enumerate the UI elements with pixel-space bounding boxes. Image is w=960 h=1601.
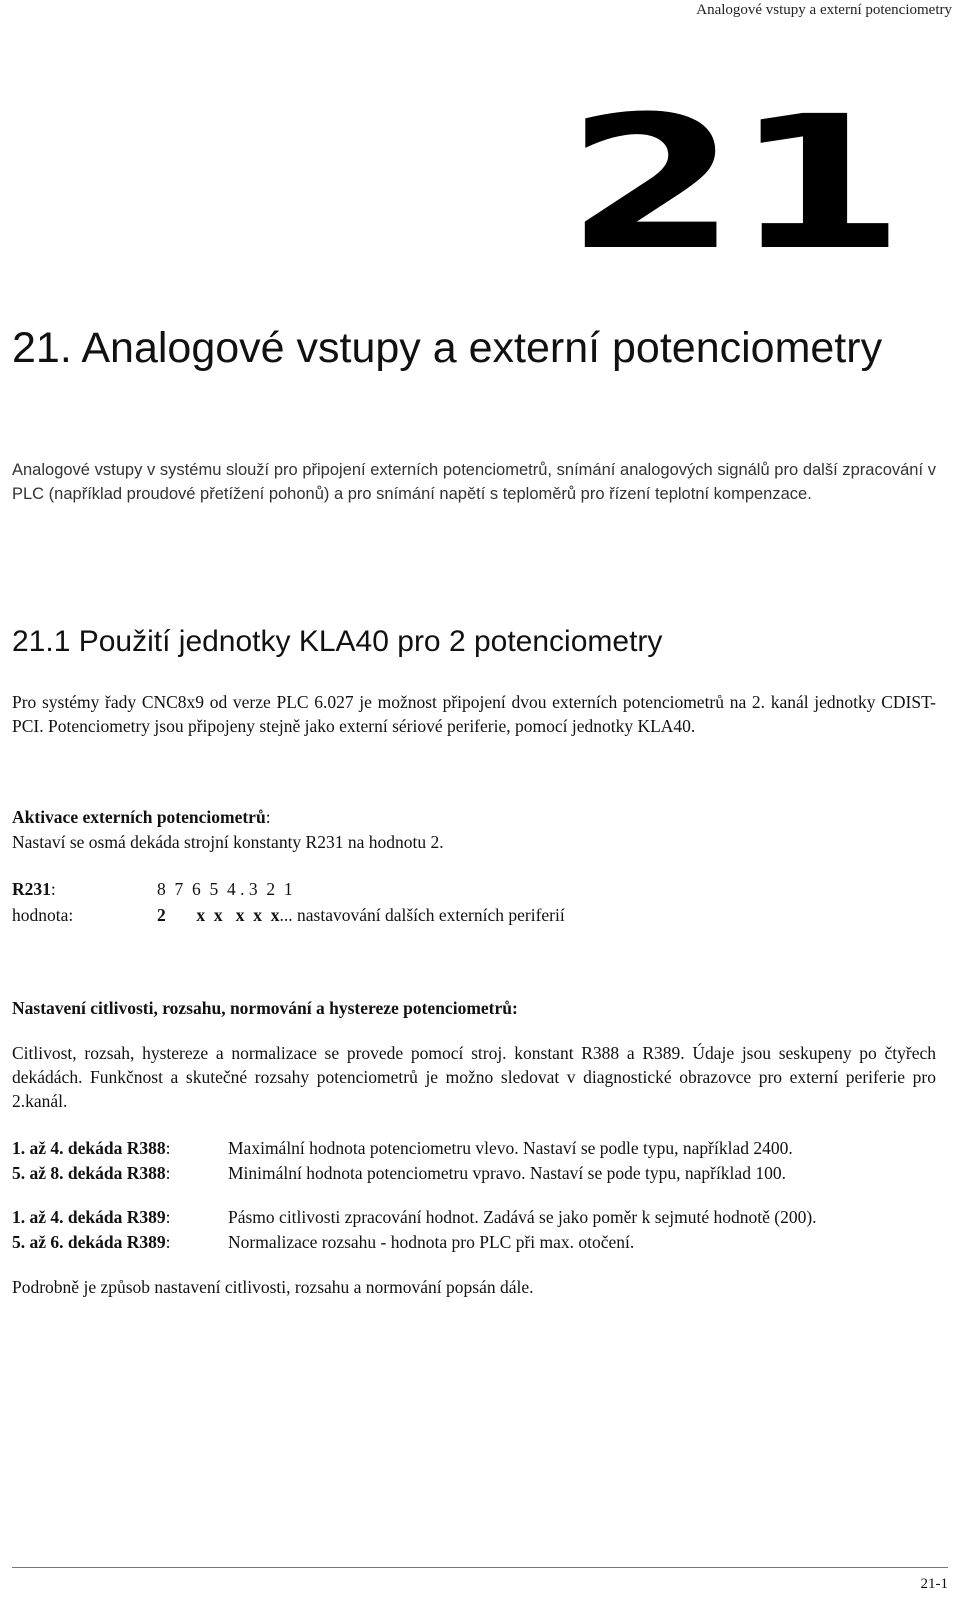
r231-value-row xyxy=(12,902,565,928)
definition-key: 1. až 4. dekáda R389: xyxy=(12,1207,171,1227)
settings-text: Citlivost, rozsah, hystereze a normalizace se provede pomocí stroj. konstant R388 a R389. Údaje jsou seskupeny po čtyřech dekádách. Funkčnost a skutečné rozsahy potenciometrů je možno sledovat v diagnostické obrazovce pro externí periferie pro 2.kanál. xyxy=(12,1043,936,1111)
section-title: 21.1 Použití jednotky KLA40 pro 2 potenciometry xyxy=(12,625,663,658)
chapter-intro: Analogové vstupy v systému slouží pro připojení externích potenciometrů, snímání analogových signálů pro další zpracování v PLC (například proudové přetížení pohonů) a pro snímání napětí s teploměrů pro řízení teplotní kompenzace. xyxy=(12,461,936,503)
definition-key: 5. až 6. dekáda R389: xyxy=(12,1232,171,1252)
r231-value-bold: 2 xyxy=(157,905,166,925)
r231-table xyxy=(12,876,565,928)
r388-definitions xyxy=(12,1136,793,1186)
settings-title: Nastavení citlivosti, rozsahu, normování a hystereze potenciometrů: xyxy=(12,998,518,1018)
r231-label-cell xyxy=(12,876,157,902)
activation-colon: : xyxy=(265,807,271,827)
definition-value: Normalizace rozsahu - hodnota pro PLC při max. otočení. xyxy=(228,1232,635,1252)
activation-label: Aktivace externích potenciometrů xyxy=(12,807,266,827)
definition-value: Maximální hodnota potenciometru vlevo. Nastaví se podle typu, například 2400. xyxy=(228,1138,793,1158)
r389-definitions xyxy=(12,1205,817,1255)
r231-digits: 8 7 6 5 4 . 3 2 1 xyxy=(157,879,293,899)
r231-value-rest: x x x x x xyxy=(165,905,280,925)
activation-heading xyxy=(12,805,936,829)
definition-row xyxy=(12,1161,793,1186)
definition-key: 1. až 4. dekáda R388: xyxy=(12,1138,171,1158)
section-paragraph: Pro systémy řady CNC8x9 od verze PLC 6.027 je možnost připojení dvou externích potenciometrů na 2. kanál jednotky CDIST-PCI. Potenciometry jsou připojeny stejně jako externí sériové periferie, pomocí jednotky KLA40. xyxy=(12,692,936,736)
r231-value-label: hodnota: xyxy=(12,905,74,925)
definition-key: 5. až 8. dekáda R388: xyxy=(12,1163,171,1183)
definition-row xyxy=(12,1205,817,1230)
definition-row xyxy=(12,1230,817,1255)
r231-label: R231 xyxy=(12,879,51,899)
definition-value: Pásmo citlivosti zpracování hodnot. Zadává se jako poměr k sejmuté hodnotě (200). xyxy=(228,1207,817,1227)
final-text: Podrobně je způsob nastavení citlivosti, rozsahu a normování popsán dále. xyxy=(12,1277,534,1297)
r231-value-note: ... nastavování dalších externích periferií xyxy=(279,905,565,925)
r231-digits-row xyxy=(12,876,565,902)
definition-value: Minimální hodnota potenciometru vpravo. Nastaví se pode typu, například 100. xyxy=(228,1163,786,1183)
chapter-title: 21. Analogové vstupy a externí potenciometry xyxy=(12,324,883,372)
running-header: Analogové vstupy a externí potenciometry xyxy=(696,2,952,18)
r231-colon: : xyxy=(50,879,56,899)
definition-row xyxy=(12,1136,793,1161)
chapter-number: 21 xyxy=(565,77,900,291)
footer-divider xyxy=(12,1567,948,1568)
page-number: 21-1 xyxy=(920,1576,948,1592)
activation-text: Nastaví se osmá dekáda strojní konstanty R231 na hodnotu 2. xyxy=(12,832,444,852)
